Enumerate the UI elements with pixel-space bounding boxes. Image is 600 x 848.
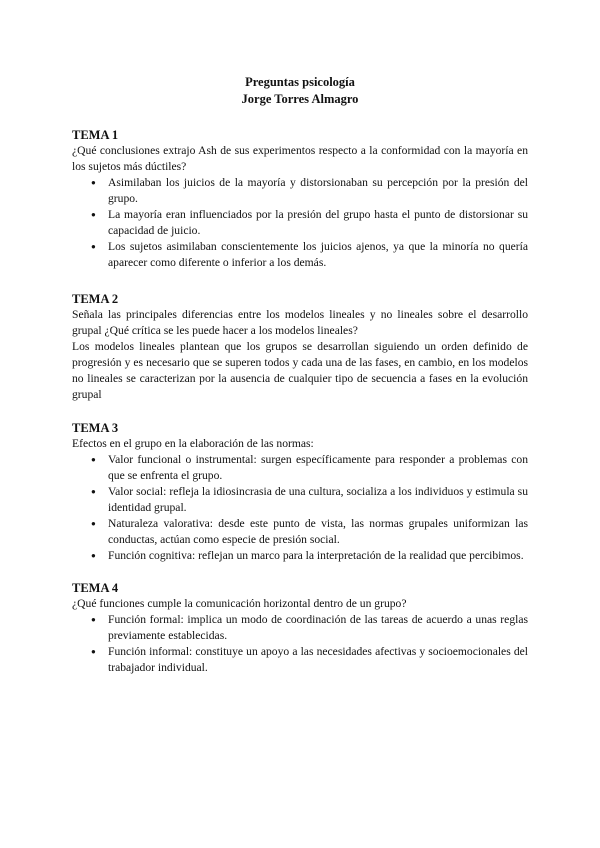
tema-3-bullet-list [72, 452, 528, 564]
tema-3-section [72, 420, 528, 564]
list-item: ● La mayoría eran influenciados por la presión del grupo hasta el punto de distorsionar su capacidad de juicio. [108, 207, 528, 239]
document-title: Preguntas psicología [245, 75, 355, 89]
list-item: ● Función formal: implica un modo de coordinación de las tareas de acuerdo a unas reglas previamente establecidas. [108, 612, 528, 644]
list-item: ● Valor funcional o instrumental: surgen específicamente para responder a problemas con que se enfrenta el grupo. [108, 452, 528, 484]
list-item: ● Valor social: refleja la idiosincrasia de una cultura, socializa a los individuos y estimula su identidad grupal. [108, 484, 528, 516]
tema-4-heading: TEMA 4 [72, 581, 119, 595]
list-item: ● Naturaleza valorativa: desde este punto de vista, las normas grupales uniformizan las conductas, actúan como especie de presión social. [108, 516, 528, 548]
tema-4-bullet-list [72, 612, 528, 676]
list-item: ● Asimilaban los juicios de la mayoría y distorsionaban su percepción por la presión del grupo. [108, 175, 528, 207]
list-item: ● Función cognitiva: reflejan un marco para la interpretación de la realidad que percibimos. [108, 548, 528, 564]
list-item: ● Función informal: constituye un apoyo a las necesidades afectivas y socioemocionales del trabajador individual. [108, 644, 528, 676]
tema-2-answer: Los modelos lineales plantean que los grupos se desarrollan siguiendo un orden definido de progresión y es necesario que se superen todos y cada una de las fases, en cambio, en los modelos no lineales se caracterizan por la ausencia de cualquier tipo de secuencia a fases en la evolución grupal [72, 340, 528, 401]
tema-1-bullet-list [72, 175, 528, 271]
tema-2-section [72, 291, 528, 403]
document-author: Jorge Torres Almagro [241, 92, 359, 106]
tema-2-heading: TEMA 2 [72, 292, 119, 306]
tema-1-question: ¿Qué conclusiones extrajo Ash de sus experimentos respecto a la conformidad con la mayoría en los sujetos más dúctiles? [72, 144, 528, 173]
tema-1-section [72, 127, 528, 271]
tema-3-heading: TEMA 3 [72, 421, 119, 435]
list-item: ● Los sujetos asimilaban conscientemente los juicios ajenos, ya que la minoría no quería aparecer como diferente o inferior a los demás. [108, 239, 528, 271]
tema-4-question: ¿Qué funciones cumple la comunicación horizontal dentro de un grupo? [72, 597, 407, 610]
tema-1-heading: TEMA 1 [72, 128, 119, 142]
tema-3-question: Efectos en el grupo en la elaboración de las normas: [72, 437, 314, 450]
tema-2-question: Señala las principales diferencias entre los modelos lineales y no lineales sobre el desarrollo grupal ¿Qué crítica se les puede hacer a los modelos lineales? [72, 308, 528, 337]
document-page [72, 74, 528, 676]
tema-4-section [72, 580, 528, 676]
